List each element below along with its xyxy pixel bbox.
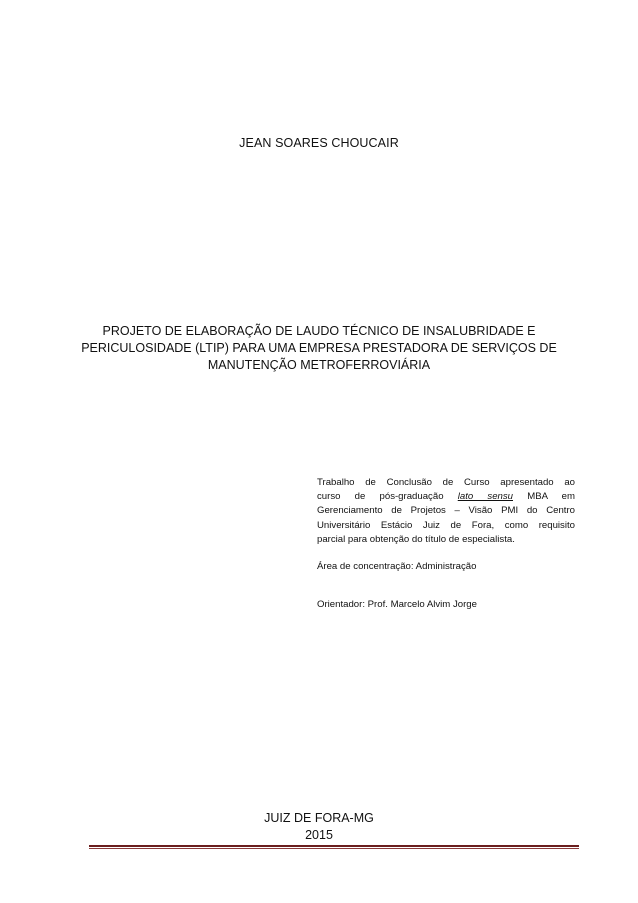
document-title bbox=[56, 323, 582, 374]
footer-divider-thin bbox=[89, 848, 579, 849]
footer bbox=[0, 810, 638, 844]
description-text: MBA em bbox=[527, 491, 575, 503]
title-line: MANUTENÇÃO METROFERROVIÁRIA bbox=[207, 358, 431, 372]
concentration-area: Área de concentração: Administração bbox=[317, 561, 477, 572]
description-text: curso de pós-graduação bbox=[317, 491, 444, 503]
description-emphasis: lato sensu bbox=[457, 491, 513, 503]
description-line: parcial para obtenção do título de especialista. bbox=[317, 533, 515, 545]
advisor: Orientador: Prof. Marcelo Alvim Jorge bbox=[317, 599, 477, 610]
description-line: Universitário Estácio Juiz de Fora, como requisito bbox=[317, 519, 575, 531]
thesis-description bbox=[317, 476, 575, 547]
city: JUIZ DE FORA-MG bbox=[264, 811, 374, 825]
title-line: PERICULOSIDADE (LTIP) PARA UMA EMPRESA PRESTADORA DE SERVIÇOS DE bbox=[81, 341, 557, 355]
footer-divider bbox=[89, 845, 579, 847]
description-line bbox=[317, 490, 575, 504]
title-line: PROJETO DE ELABORAÇÃO DE LAUDO TÉCNICO DE INSALUBRIDADE E bbox=[102, 324, 536, 338]
year: 2015 bbox=[305, 828, 333, 842]
author-name: JEAN SOARES CHOUCAIR bbox=[239, 136, 399, 150]
description-line: Trabalho de Conclusão de Curso apresentado ao bbox=[317, 477, 575, 488]
description-line: Gerenciamento de Projetos – Visão PMI do Centro bbox=[317, 505, 575, 517]
